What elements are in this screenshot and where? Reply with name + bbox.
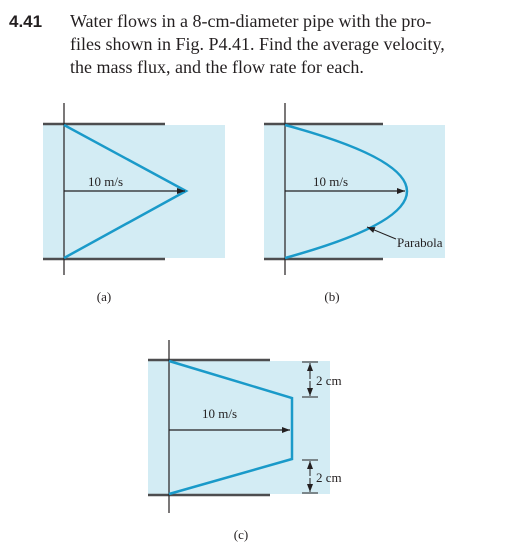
velocity-label-c: 10 m/s bbox=[202, 406, 238, 421]
dimension-label-bottom: 2 cm bbox=[316, 470, 342, 485]
velocity-label-a: 10 m/s bbox=[88, 174, 124, 189]
caption-b: (b) bbox=[324, 289, 340, 304]
problem-line-1: Water flows in a 8-cm-diameter pipe with the pro- bbox=[70, 11, 432, 31]
dimension-label-top: 2 cm bbox=[316, 373, 342, 388]
problem-line-2: files shown in Fig. P4.41. Find the average velocity, bbox=[70, 34, 445, 54]
caption-a: (a) bbox=[96, 289, 112, 304]
problem-number: 4.41 bbox=[9, 12, 43, 31]
panel-c bbox=[148, 340, 342, 542]
parabola-label: Parabola bbox=[397, 235, 443, 250]
caption-c: (c) bbox=[233, 527, 249, 542]
problem-line-3: the mass flux, and the flow rate for each. bbox=[70, 57, 364, 77]
panel-a bbox=[43, 103, 225, 304]
panel-b bbox=[264, 103, 445, 304]
velocity-label-b: 10 m/s bbox=[313, 174, 349, 189]
